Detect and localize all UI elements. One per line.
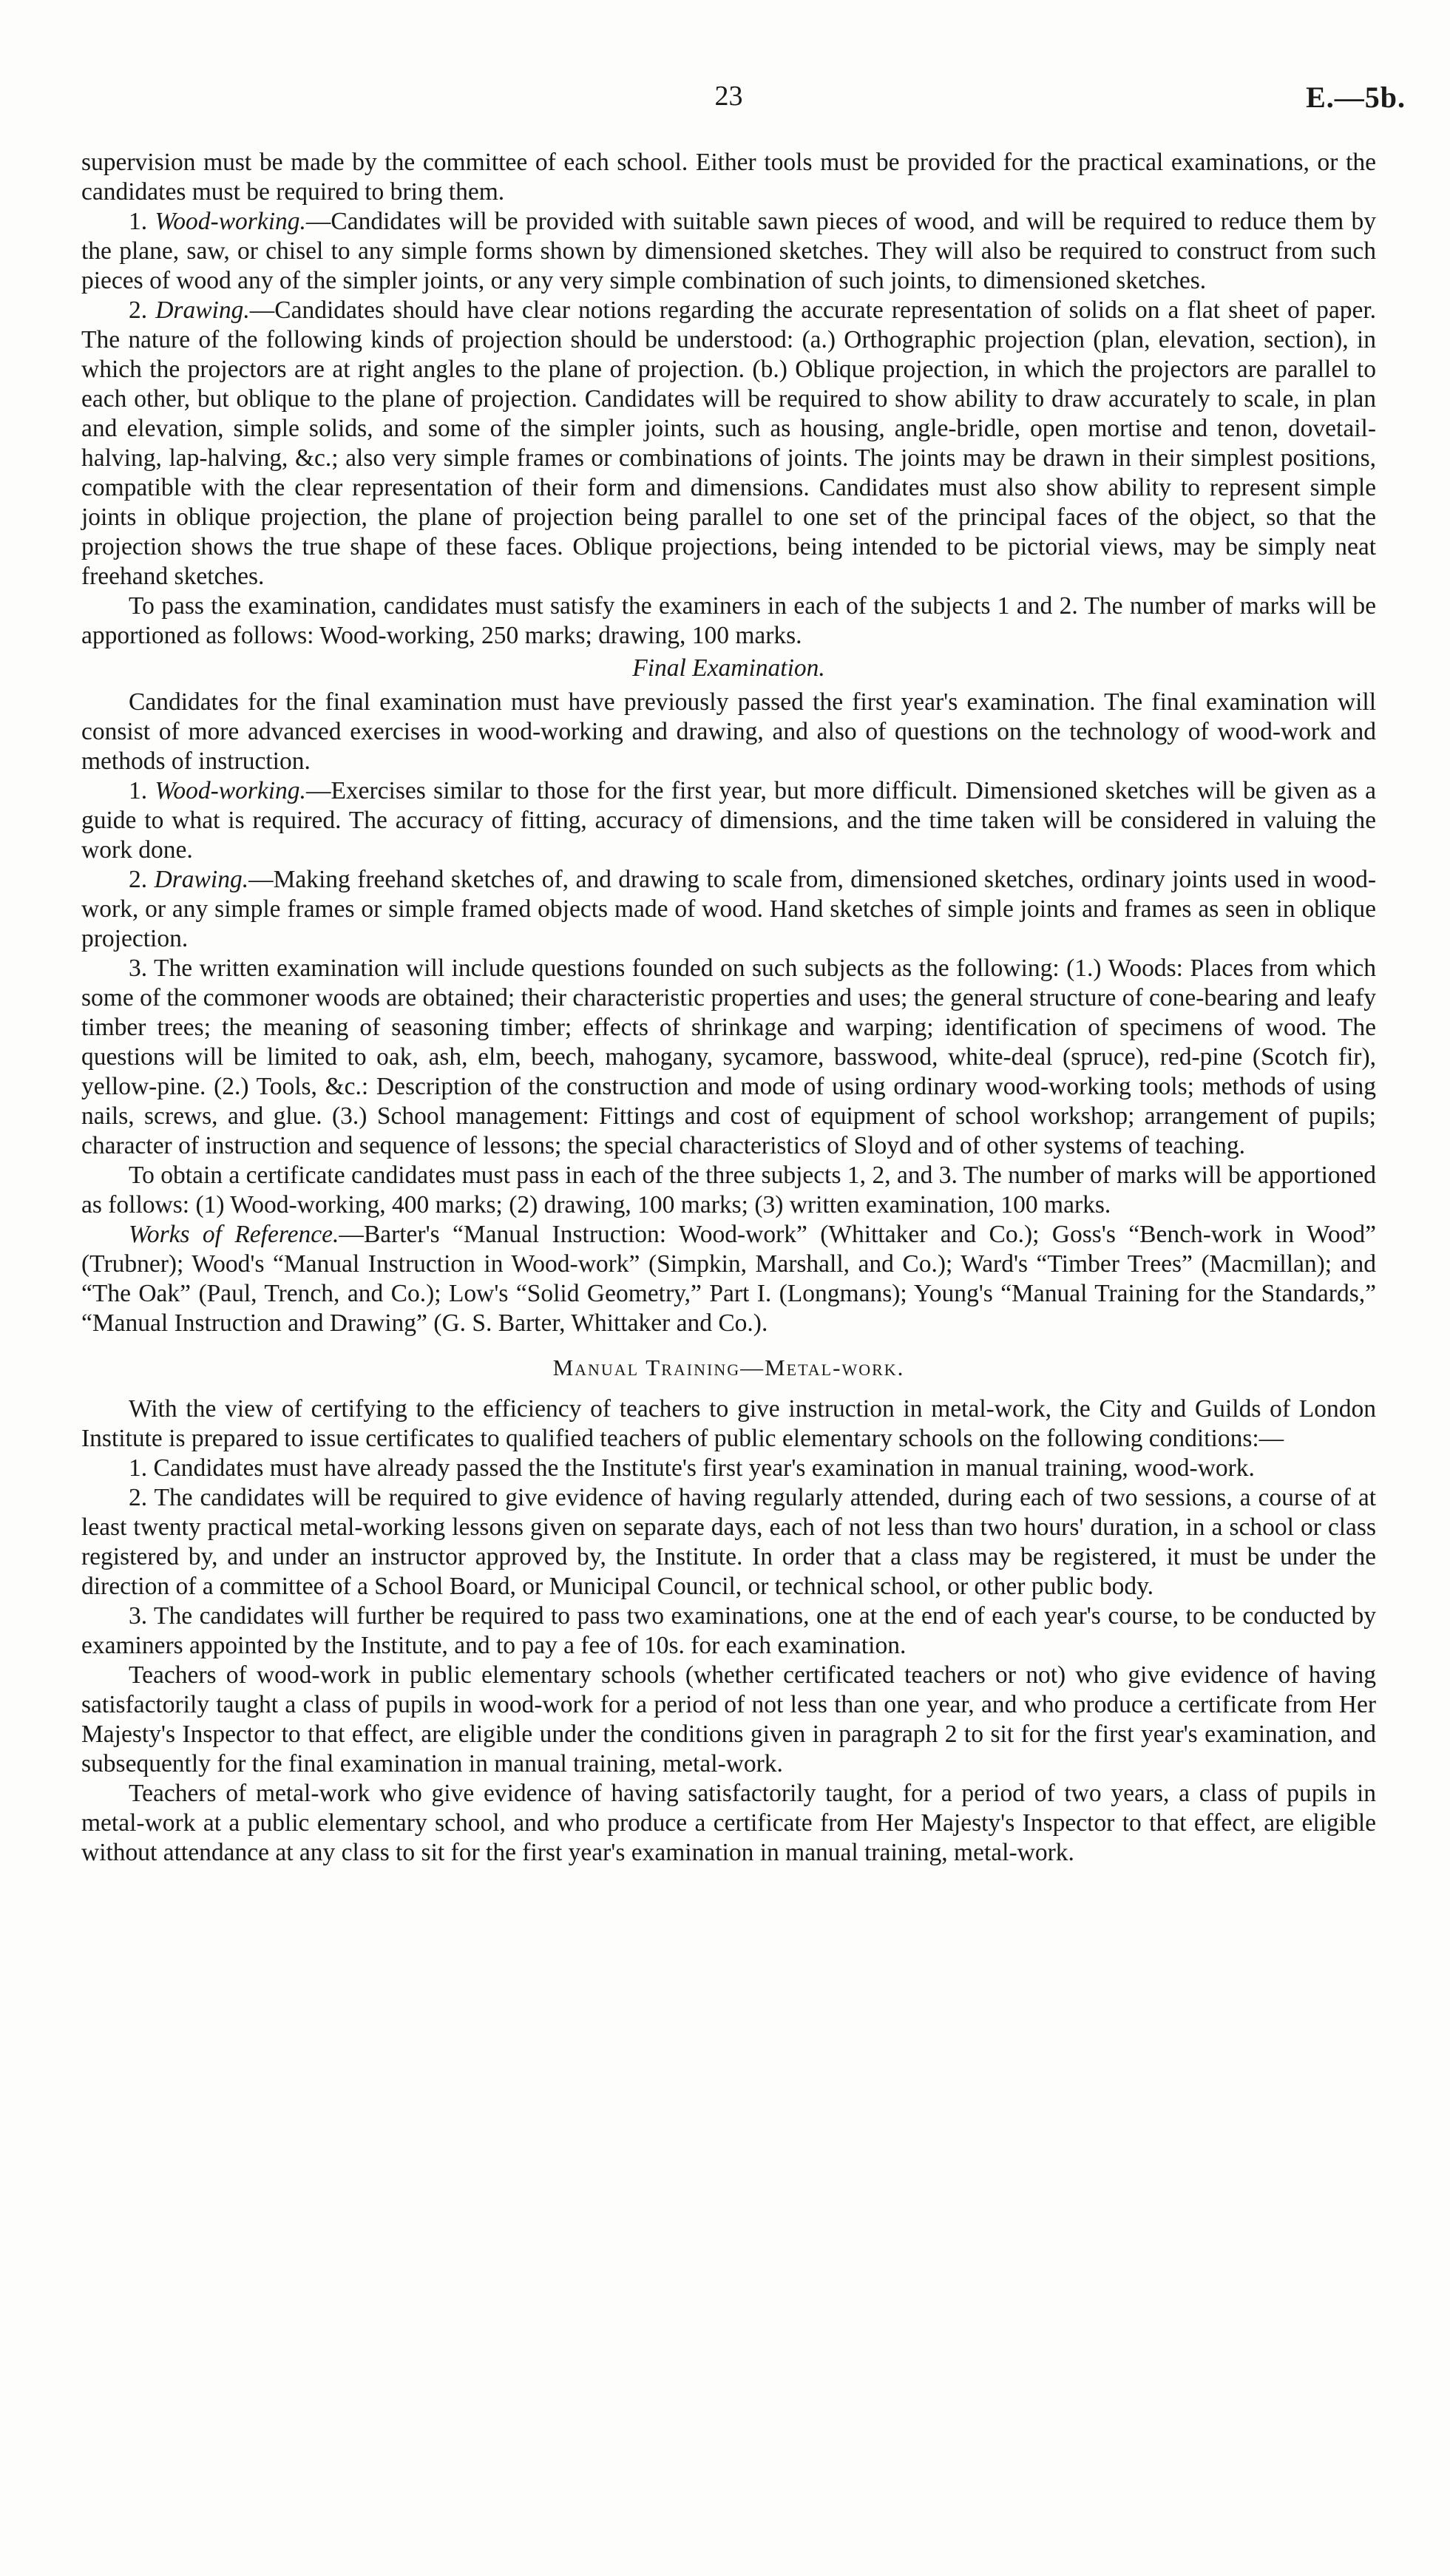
paragraph: 2. The candidates will be required to give evidence of having regularly attended, during each of two sessions, a course of at least twenty practical metal-working lessons given on separate days, each of not less than two hours' duration, in a school or class registered by, and under an instructor approved by, the Institute. In order that a class may be registered, it must be under the direction of a committee of a School Board, or Municipal Council, or technical school, or other public body. (81, 1484, 1376, 1600)
section-heading: Manual Training—Metal-work. (552, 1355, 905, 1380)
paragraph: 1. Wood-working.—Exercises similar to those for the first year, but more difficult. Dimensioned sketches will be given as a guide to what is required. The accuracy of fitting, accuracy of dimensions, and the time taken will be considered in valuing the work done. (81, 777, 1377, 864)
paragraph: Works of Reference.—Barter's “Manual Instruction: Wood-work” (Whittaker and Co.); Goss's “Bench-work in Wood” (Trubner); Wood's “Manual Instruction in Wood-work” (Simpkin, Marshall, and Co.); Ward's “Timber Trees” (Macmillan); and “The Oak” (Paul, Trench, and Co.); Low's “Solid Geometry,” Part I. (Longmans); Young's “Manual Training for the Standards,” “Manual Instruction and Drawing” (G. S. Barter, Whittaker and Co.). (81, 1221, 1376, 1337)
paragraph-title: Works of Reference. (129, 1221, 339, 1248)
paragraph: To obtain a certificate candidates must pass in each of the three subjects 1, 2, and 3. The number of marks will be apportioned as follows: (1) Wood-working, 400 marks; (2) drawing, 100 marks; (3) written examination, 100 marks. (81, 1162, 1376, 1218)
paragraph: 2. Drawing.—Making freehand sketches of, and drawing to scale from, dimensioned sketches, ordinary joints used in wood-work, or any simple frames or simple framed objects made of wood. Hand sketches of simple joints and frames as seen in oblique projection. (81, 866, 1376, 952)
paragraph: Candidates for the final examination must have previously passed the first year's examination. The final examination will consist of more advanced exercises in wood-working and drawing, and also of questions on the technology of wood-work and methods of instruction. (81, 688, 1376, 775)
paragraph-title: Wood-working. (155, 208, 306, 235)
paragraph: Teachers of metal-work who give evidence of having satisfactorily taught, for a period of two years, a class of pupils in metal-work at a public elementary school, and who produce a certificate from Her Majesty's Inspector to that effect, are eligible without attendance at any class to sit for the first year's examination in manual training, metal-work. (81, 1780, 1376, 1866)
paragraph: 1. Wood-working.—Candidates will be provided with suitable sawn pieces of wood, and will be required to reduce them by the plane, saw, or chisel to any simple forms shown by dimensioned sketches. They will also be required to construct from such pieces of wood any of the simpler joints, or any very simple combination of such joints, to dimensioned sketches. (81, 208, 1376, 294)
body-text (81, 148, 1376, 1868)
paragraph: 2. Drawing.—Candidates should have clear notions regarding the accurate representation of solids on a flat sheet of paper. The nature of the following kinds of projection should be understood: (a.) Orthographic projection (plan, elevation, section), in which the projectors are at right angles to the plane of projection. (b.) Oblique projection, in which the projectors are parallel to each other, but oblique to the plane of projection. Candidates will be required to show ability to draw accurately to scale, in plan and elevation, simple solids, and some of the simpler joints, such as housing, angle-bridle, open mortise and tenon, dovetail-halving, lap-halving, &c.; also very simple frames or combinations of joints. The joints may be drawn in their simplest positions, compatible with the clear representation of their form and dimensions. Candidates must also show ability to represent simple joints in oblique projection, the plane of projection being parallel to one set of the principal faces of the object, so that the projection shows the true shape of these faces. Oblique projections, being intended to be pictorial views, may be simply neat freehand sketches. (81, 296, 1377, 590)
paragraph: 1. Candidates must have already passed the the Institute's first year's examination in manual training, wood-work. (129, 1454, 1255, 1482)
paragraph-title: Wood-working. (155, 777, 306, 804)
page-number: 23 (714, 81, 743, 112)
paragraph: Teachers of wood-work in public elementary schools (whether certificated teachers or not) who give evidence of having satisfactorily taught a class of pupils in wood-work for a period of not less than one year, and who produce a certificate from Her Majesty's Inspector to that effect, are eligible under the conditions given in paragraph 2 to sit for the first year's examination, and subsequently for the final examination in manual training, metal-work. (81, 1661, 1376, 1777)
paragraph-title: Drawing. (154, 866, 249, 893)
page-reference: E.—5b. (1306, 81, 1406, 114)
paragraph: 3. The candidates will further be required to pass two examinations, one at the end of each year's course, to be conducted by examiners appointed by the Institute, and to pay a fee of 10s. for each examination. (81, 1602, 1376, 1659)
subheading: Final Examination. (632, 654, 825, 682)
paragraph: With the view of certifying to the efficiency of teachers to give instruction in metal-work, the City and Guilds of London Institute is prepared to issue certificates to qualified teachers of public elementary schools on the following conditions:— (81, 1395, 1376, 1452)
page-header (81, 74, 1406, 118)
paragraph: 3. The written examination will include questions founded on such subjects as the following: (1.) Woods: Places from which some of the commoner woods are obtained; their characteristic properties and uses; the general structure of cone-bearing and leafy timber trees; the meaning of seasoning timber; effects of shrinkage and warping; identification of specimens of wood. The questions will be limited to oak, ash, elm, beech, mahogany, sycamore, basswood, white-deal (spruce), red-pine (Scotch fir), yellow-pine. (2.) Tools, &c.: Description of the construction and mode of using ordinary wood-working tools; methods of using nails, screws, and glue. (3.) School management: Fittings and cost of equipment of school workshop; arrangement of pupils; character of instruction and sequence of lessons; the special characteristics of Sloyd and of other systems of teaching. (81, 955, 1376, 1159)
paragraph: supervision must be made by the committee of each school. Either tools must be provided for the practical examinations, or the candidates must be required to bring them. (81, 149, 1376, 206)
paragraph: To pass the examination, candidates must satisfy the examiners in each of the subjects 1 and 2. The number of marks will be apportioned as follows: Wood-working, 250 marks; drawing, 100 marks. (81, 592, 1376, 649)
paragraph-title: Drawing. (155, 296, 250, 324)
